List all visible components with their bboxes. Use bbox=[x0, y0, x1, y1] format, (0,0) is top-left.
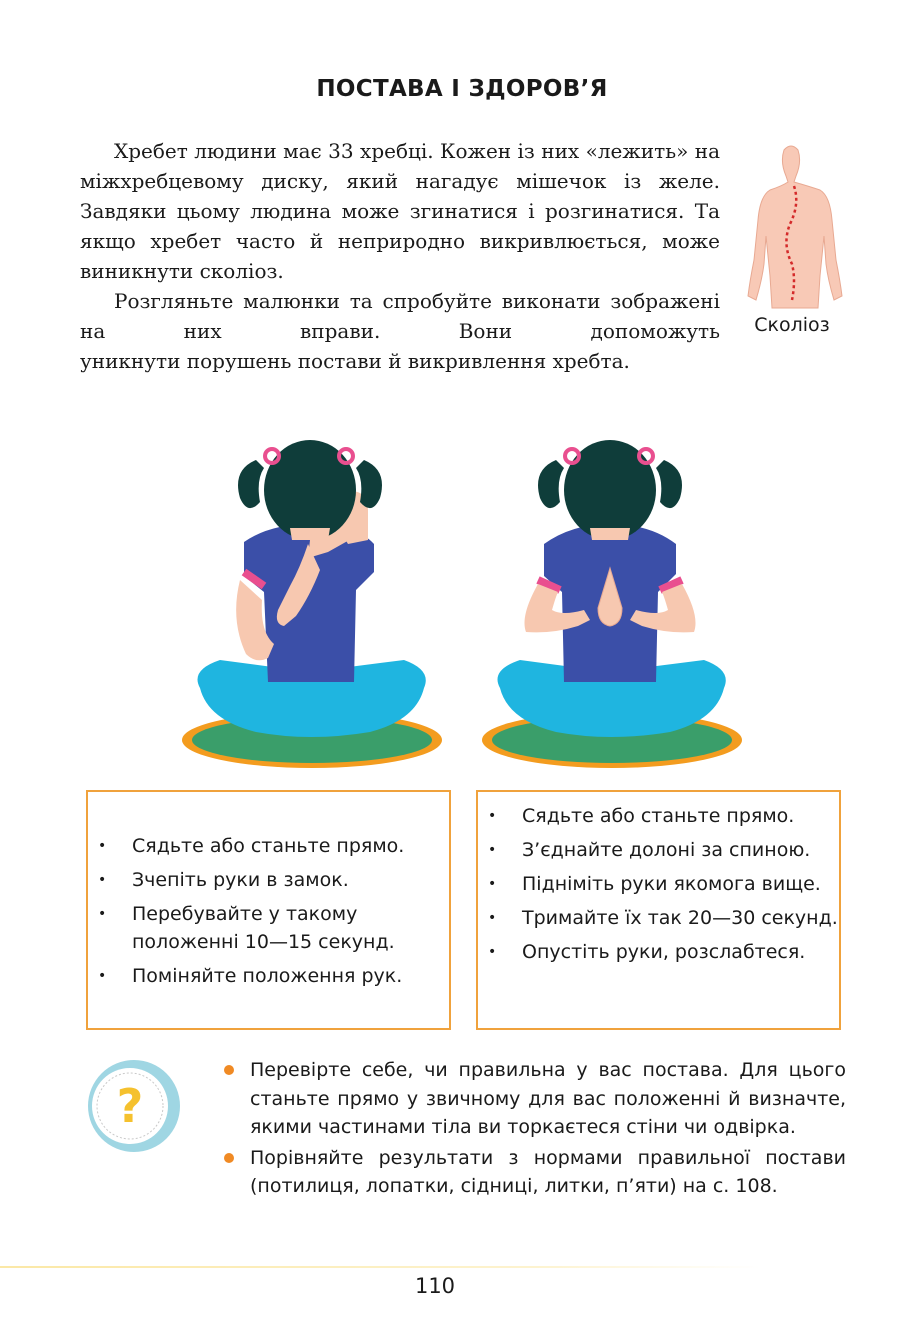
intro-paragraph-2 bbox=[80, 286, 720, 376]
footer-divider bbox=[0, 1266, 760, 1268]
exercise-step: Перебувайте у такому положенні 10—15 секунд. bbox=[132, 903, 395, 953]
intro-paragraph-2-tail: уникнути порушень постави й викривлення хребта. bbox=[80, 349, 630, 373]
bullet-icon: • bbox=[98, 838, 107, 854]
list-item bbox=[478, 836, 838, 864]
exercise-step: З’єднайте долоні за спиною. bbox=[522, 839, 811, 861]
bullet-icon: • bbox=[488, 910, 497, 926]
orange-bullet-icon bbox=[224, 1065, 234, 1075]
bullet-icon: • bbox=[98, 906, 107, 922]
task-text: Порівняйте результати з нормами правильної постави (потилиця, лопатки, сідниці, литки, п’яти) на с. 108. bbox=[250, 1146, 846, 1197]
question-icon bbox=[86, 1058, 182, 1154]
list-item bbox=[88, 866, 448, 894]
bullet-icon: • bbox=[98, 872, 107, 888]
orange-bullet-icon bbox=[224, 1153, 234, 1163]
scoliosis-back-illustration bbox=[736, 140, 846, 312]
exercise-step: Тримайте їх так 20—30 секунд. bbox=[522, 907, 838, 929]
list-item bbox=[478, 802, 838, 830]
bullet-icon: • bbox=[98, 968, 107, 984]
task-item bbox=[224, 1056, 846, 1142]
list-item bbox=[478, 938, 838, 966]
exercise-step: Поміняйте положення рук. bbox=[132, 965, 403, 987]
list-item bbox=[478, 870, 838, 898]
self-check-tasks bbox=[224, 1056, 846, 1203]
bullet-icon: • bbox=[488, 842, 497, 858]
exercise-step: Сядьте або станьте прямо. bbox=[132, 835, 405, 857]
intro-paragraph-1: Хребет людини має 33 хребці. Кожен із них «лежить» на міжхребцевому диску, який нагадує мішечок із желе. Завдяки цьому людина може згинатися і розгинатися. Та якщо хребет часто й неприродно викривлюється, може виникнути сколіоз. bbox=[80, 139, 720, 283]
list-item bbox=[478, 904, 838, 932]
intro-text bbox=[80, 136, 720, 376]
list-item bbox=[88, 832, 448, 860]
bullet-icon: • bbox=[488, 808, 497, 824]
exercise-1-list bbox=[88, 832, 448, 996]
exercise-step: Сядьте або станьте прямо. bbox=[522, 805, 795, 827]
list-item bbox=[88, 962, 448, 990]
question-mark: ? bbox=[116, 1079, 144, 1133]
exercise-step: Підніміть руки якомога вище. bbox=[522, 873, 821, 895]
task-item bbox=[224, 1144, 846, 1201]
exercise-step: Зчепіть руки в замок. bbox=[132, 869, 349, 891]
exercise-2-illustration bbox=[460, 420, 760, 780]
exercise-step: Опустіть руки, розслабтеся. bbox=[522, 941, 806, 963]
exercise-1-instructions bbox=[86, 790, 451, 1030]
page-number: 110 bbox=[414, 1274, 456, 1298]
exercise-1-illustration bbox=[160, 420, 460, 780]
task-text: Перевірте себе, чи правильна у вас постава. Для цього станьте прямо у звичному для вас положенні й визначте, якими частинами тіла ви торкаєтеся стіни чи одвірка. bbox=[250, 1059, 846, 1138]
scoliosis-caption: Сколіоз bbox=[754, 314, 830, 336]
bullet-icon: • bbox=[488, 944, 497, 960]
list-item bbox=[88, 900, 448, 956]
exercise-2-instructions bbox=[476, 790, 841, 1030]
intro-paragraph-2-main: Розгляньте малюнки та спробуйте виконати зображені на них вправи. Вони допоможуть bbox=[80, 289, 720, 343]
bullet-icon: • bbox=[488, 876, 497, 892]
exercise-2-list bbox=[478, 802, 838, 972]
page-title: ПОСТАВА І ЗДОРОВ’Я bbox=[316, 76, 608, 102]
